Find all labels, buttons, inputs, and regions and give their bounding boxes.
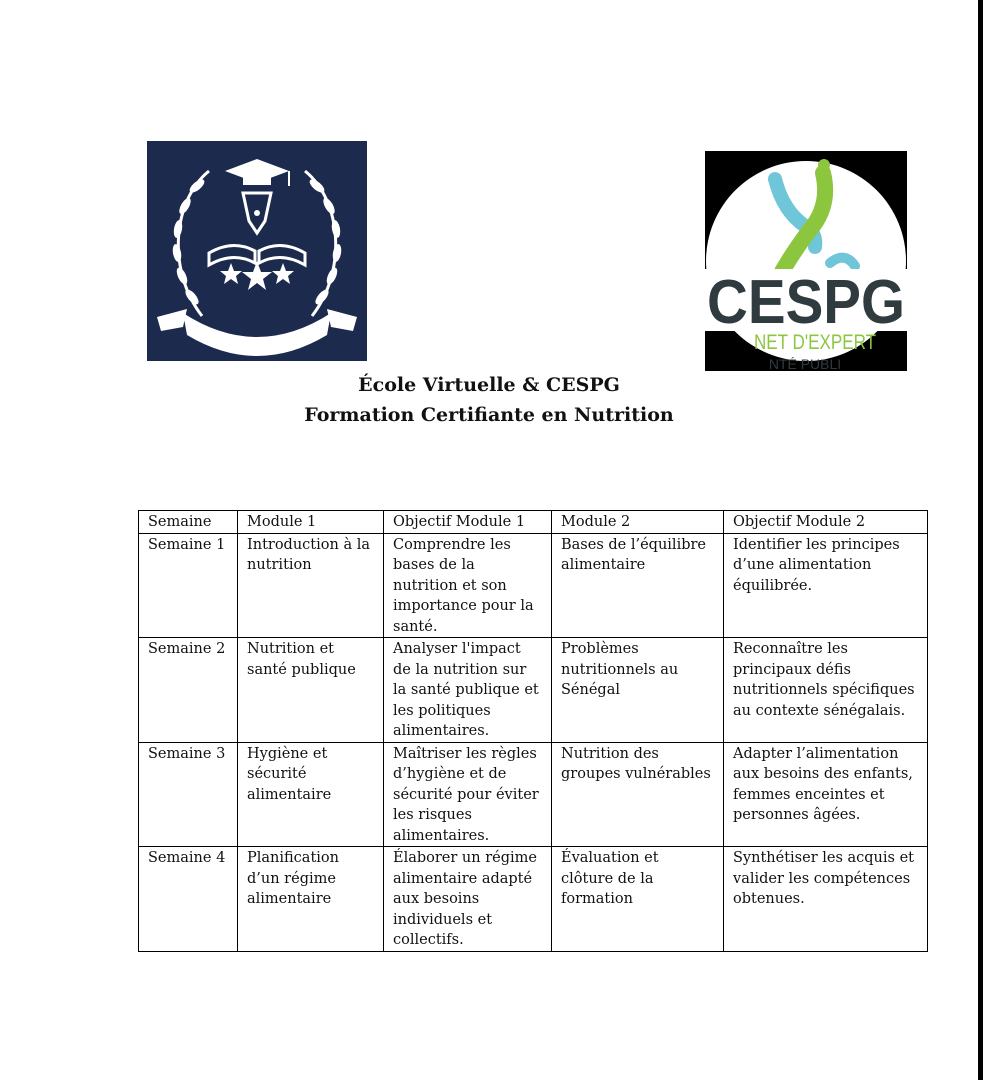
cespg-logo: [705, 151, 907, 371]
header-semaine: Semaine: [139, 511, 238, 534]
schedule-table: [138, 510, 928, 952]
cell-semaine: Semaine 3: [139, 742, 238, 847]
cell-module-1: Nutrition et santé publique: [238, 638, 384, 743]
table-row: [139, 847, 928, 952]
header-module-1: Module 1: [238, 511, 384, 534]
cell-objectif-module-2: Synthétiser les acquis et valider les compétences obtenues.: [724, 847, 928, 952]
table-row: [139, 638, 928, 743]
laurel-emblem-icon: [147, 141, 367, 361]
document-title: École Virtuelle & CESPG: [358, 374, 620, 396]
cell-semaine: Semaine 1: [139, 533, 238, 638]
svg-text:NTÉ PUBLI: NTÉ PUBLI: [768, 356, 842, 371]
cell-module-2: Problèmes nutritionnels au Sénégal: [552, 638, 724, 743]
header-objectif-module-2: Objectif Module 2: [724, 511, 928, 534]
cell-module-2: Nutrition des groupes vulnérables: [552, 742, 724, 847]
cell-module-1: Hygiène et sécurité alimentaire: [238, 742, 384, 847]
cell-objectif-module-1: Analyser l'impact de la nutrition sur la santé publique et les politiques alimentaires.: [384, 638, 552, 743]
cell-objectif-module-2: Adapter l’alimentation aux besoins des enfants, femmes enceintes et personnes âgées.: [724, 742, 928, 847]
svg-text:CESPG: CESPG: [707, 268, 905, 337]
header-objectif-module-1: Objectif Module 1: [384, 511, 552, 534]
cell-semaine: Semaine 2: [139, 638, 238, 743]
cell-module-2: Évaluation et clôture de la formation: [552, 847, 724, 952]
cell-semaine: Semaine 4: [139, 847, 238, 952]
ecole-virtuelle-logo: [147, 141, 367, 361]
cell-objectif-module-2: Identifier les principes d’une alimentation équilibrée.: [724, 533, 928, 638]
cell-module-1: Planification d’un régime alimentaire: [238, 847, 384, 952]
document-subtitle: Formation Certifiante en Nutrition: [304, 404, 674, 426]
header-module-2: Module 2: [552, 511, 724, 534]
table-header-row: [139, 511, 928, 534]
cell-module-1: Introduction à la nutrition: [238, 533, 384, 638]
table-row: [139, 742, 928, 847]
cell-objectif-module-1: Maîtriser les règles d’hygiène et de sécurité pour éviter les risques alimentaires.: [384, 742, 552, 847]
svg-text:NET D'EXPERT: NET D'EXPERT: [754, 331, 877, 354]
cell-objectif-module-1: Comprendre les bases de la nutrition et son importance pour la santé.: [384, 533, 552, 638]
cell-objectif-module-1: Élaborer un régime alimentaire adapté aux besoins individuels et collectifs.: [384, 847, 552, 952]
cespg-emblem-icon: [705, 151, 907, 371]
table-row: [139, 533, 928, 638]
cell-module-2: Bases de l’équilibre alimentaire: [552, 533, 724, 638]
cell-objectif-module-2: Reconnaître les principaux défis nutritionnels spécifiques au contexte sénégalais.: [724, 638, 928, 743]
